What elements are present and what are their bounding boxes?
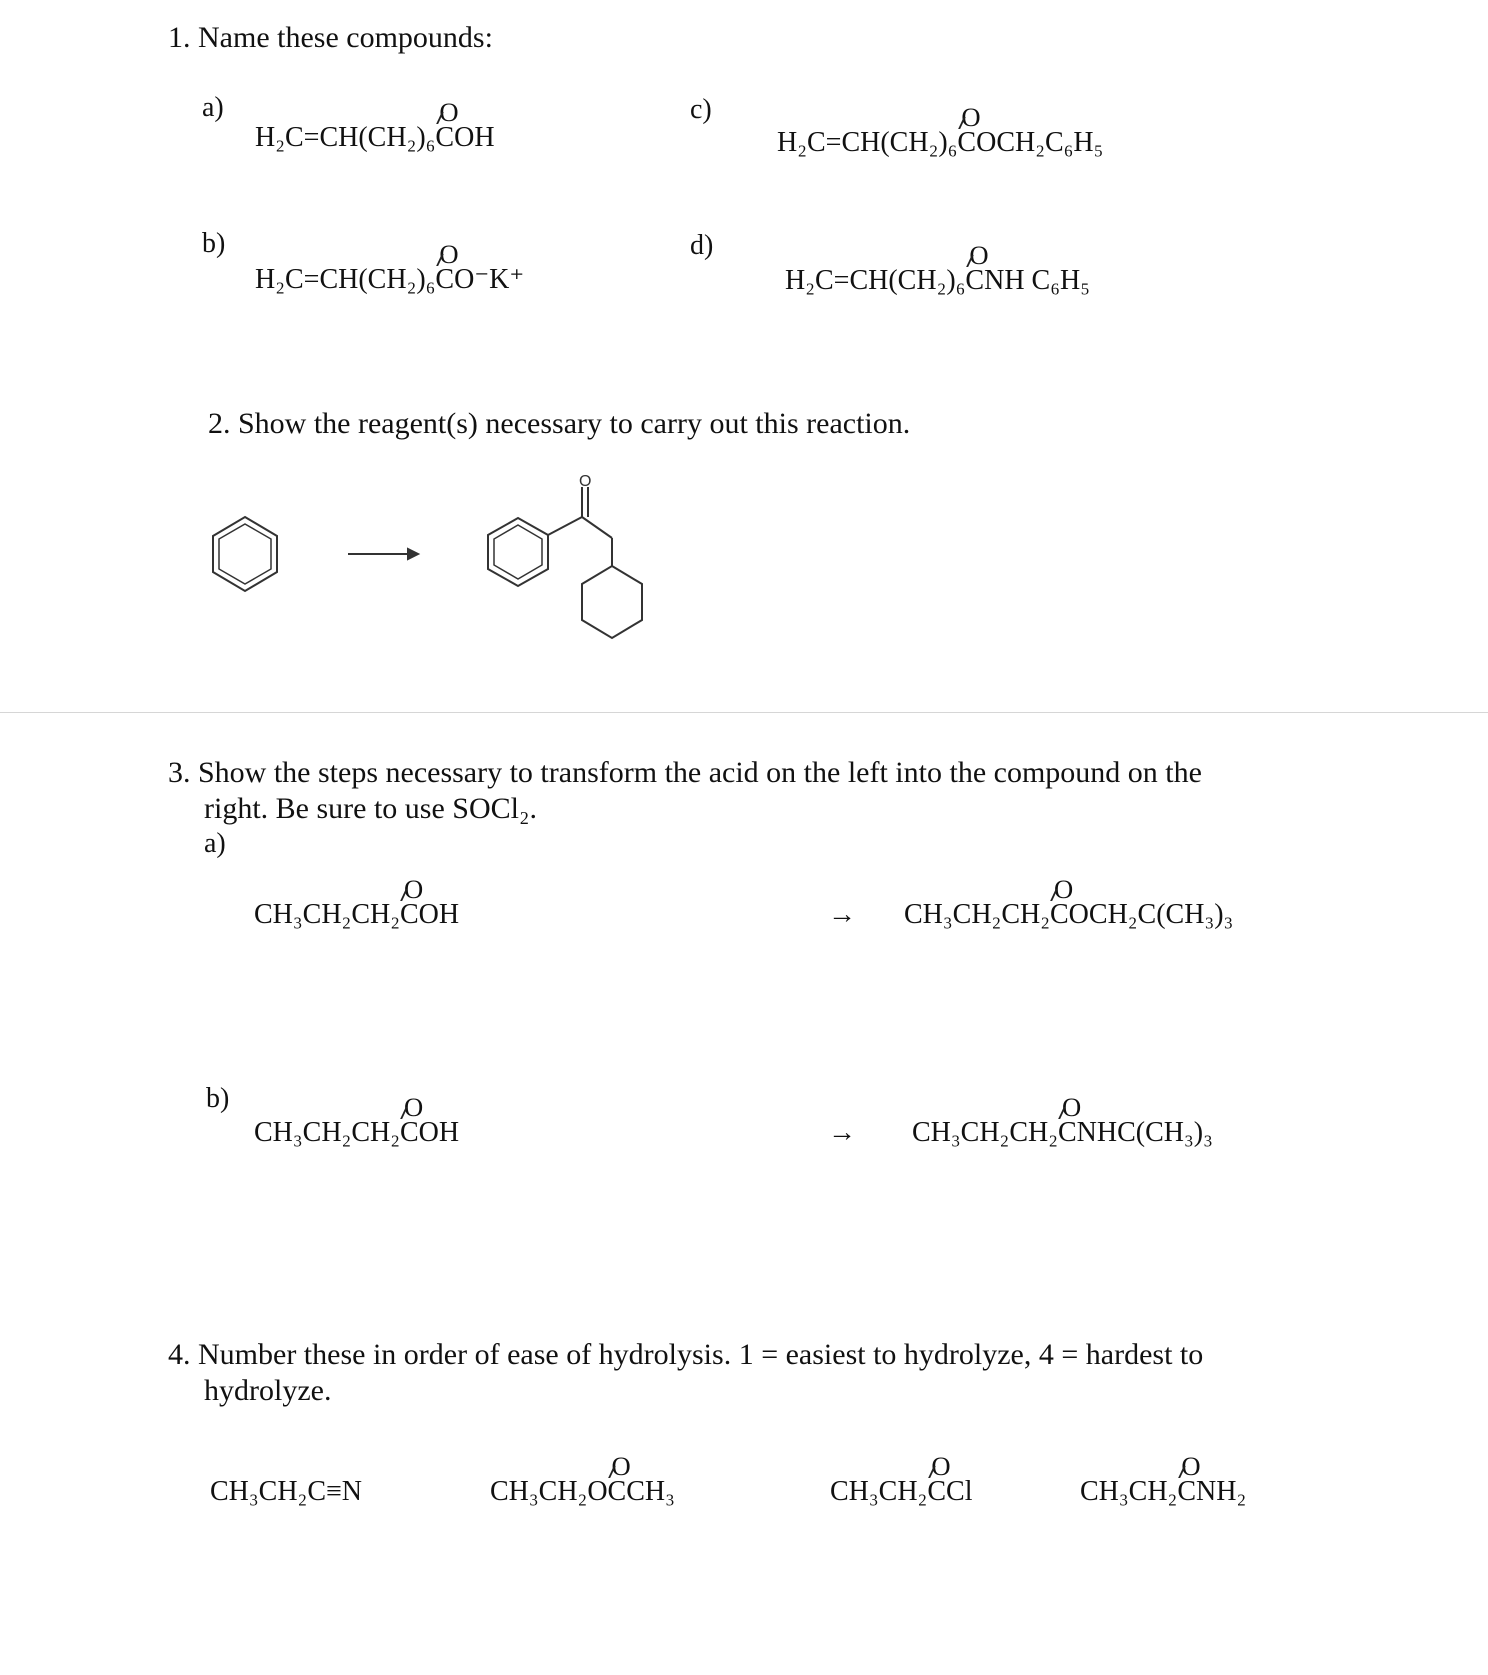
q3-b-left-formula: [254, 1091, 460, 1149]
q3-a-arrow: →: [828, 899, 856, 930]
formula-prefix: CH₃CH₂CH₂: [254, 1117, 400, 1148]
carbonyl-carbon: C: [435, 122, 455, 153]
carbonyl-carbon: C: [1177, 1476, 1197, 1507]
carbonyl-oxygen: O: [439, 238, 459, 269]
formula-prefix: H₂C=CH(CH₂)₆: [255, 122, 436, 153]
carbonyl: [435, 238, 459, 296]
formula-suffix: Cl: [946, 1476, 973, 1507]
carbonyl-carbon: C: [927, 1476, 947, 1507]
q3-a-left-formula: [254, 873, 460, 931]
carbonyl-oxygen: O: [931, 1450, 951, 1481]
q4-compound-ester: [490, 1450, 675, 1508]
q2-title: 2. Show the reagent(s) necessary to carry out this reaction.: [208, 407, 911, 440]
carbonyl-carbon: C: [399, 1117, 419, 1148]
formula-suffix: O⁻K⁺: [454, 264, 525, 295]
carbonyl-oxygen: O: [403, 873, 424, 904]
formula-suffix: OH: [454, 122, 495, 153]
carbonyl: [399, 873, 424, 931]
formula-prefix: CH₃CH₂CH₂: [904, 899, 1050, 930]
q3-title-line1: 3. Show the steps necessary to transform the acid on the left into the compound on the: [168, 756, 1202, 789]
formula-prefix: CH₃CH₂CH₂: [254, 899, 400, 930]
carbonyl: [1057, 1091, 1082, 1149]
carbonyl-oxygen: O: [1053, 873, 1074, 904]
formula-suffix: CH₃: [626, 1476, 675, 1507]
q1-b-formula: [255, 238, 525, 296]
q4-title-line1: 4. Number these in order of ease of hydrolysis. 1 = easiest to hydrolyze, 4 = hardest to: [168, 1338, 1204, 1371]
formula-suffix: NHC(CH₃)₃: [1076, 1117, 1213, 1148]
q4-compound-nitrile: CH₃CH₂C≡N: [210, 1476, 363, 1507]
q1-c-formula: [777, 101, 1104, 159]
q1-d-formula: [785, 239, 1090, 297]
q1-c-label: c): [690, 94, 712, 125]
formula-suffix: OCH₂C(CH₃)₃: [1068, 899, 1234, 930]
formula-prefix: CH₃CH₂: [830, 1476, 928, 1507]
q3-title-line2: right. Be sure to use SOCl₂.: [204, 792, 537, 825]
carbonyl: [957, 101, 981, 159]
carbonyl-oxygen: O: [611, 1450, 631, 1481]
formula-prefix: H₂C=CH(CH₂)₆: [255, 264, 436, 295]
carbonyl-oxygen: O: [439, 96, 459, 127]
carbonyl: [607, 1450, 631, 1508]
carbonyl: [965, 239, 989, 297]
formula-suffix: NH C₆H₅: [984, 265, 1090, 296]
section-divider: [0, 712, 1488, 713]
carbonyl-carbon: C: [1057, 1117, 1077, 1148]
formula-prefix: CH₃CH₂O: [490, 1476, 608, 1507]
carbonyl-oxygen: O: [961, 101, 981, 132]
q3-b-right-formula: [912, 1091, 1213, 1149]
formula-suffix: OH: [418, 899, 460, 930]
product-structure: [488, 487, 642, 638]
formula-prefix: H₂C=CH(CH₂)₆: [777, 127, 958, 158]
q1-title: 1. Name these compounds:: [168, 21, 493, 54]
carbonyl: [927, 1450, 951, 1508]
carbonyl: [1049, 873, 1074, 931]
q1-a-formula: [255, 96, 495, 154]
q4-compound-amide: [1080, 1450, 1247, 1508]
q3-b-label: b): [206, 1083, 230, 1114]
q3-a-label: a): [204, 828, 226, 859]
carbonyl-oxygen: O: [1181, 1450, 1201, 1481]
benzene-reactant: [213, 517, 277, 591]
q1-b-label: b): [202, 228, 226, 259]
carbonyl: [399, 1091, 424, 1149]
carbonyl-oxygen: O: [403, 1091, 424, 1122]
carbonyl-oxygen-label: O: [579, 473, 592, 490]
q1-d-label: d): [690, 230, 714, 261]
q3-b-arrow: →: [828, 1117, 856, 1148]
carbonyl: [1177, 1450, 1201, 1508]
carbonyl-carbon: C: [399, 899, 419, 930]
q4-title-line2: hydrolyze.: [204, 1374, 332, 1407]
carbonyl-oxygen: O: [969, 239, 989, 270]
q4-compound-acid-chloride: [830, 1450, 973, 1508]
reaction-arrow: [348, 549, 418, 559]
formula-suffix: OCH₂C₆H₅: [976, 127, 1104, 158]
carbonyl-oxygen: O: [1061, 1091, 1082, 1122]
reaction-scheme: [190, 462, 690, 692]
carbonyl-carbon: C: [435, 264, 455, 295]
carbonyl: [435, 96, 459, 154]
carbonyl-carbon: C: [965, 265, 985, 296]
q3-a-right-formula: [904, 873, 1234, 931]
formula-prefix: CH₃CH₂: [1080, 1476, 1178, 1507]
formula-prefix: CH₃CH₂CH₂: [912, 1117, 1058, 1148]
formula-prefix: H₂C=CH(CH₂)₆: [785, 265, 966, 296]
carbonyl-carbon: C: [957, 127, 977, 158]
carbonyl-carbon: C: [607, 1476, 627, 1507]
formula-suffix: NH₂: [1196, 1476, 1247, 1507]
carbonyl-carbon: C: [1049, 899, 1069, 930]
formula-suffix: OH: [418, 1117, 460, 1148]
q1-a-label: a): [202, 92, 224, 123]
